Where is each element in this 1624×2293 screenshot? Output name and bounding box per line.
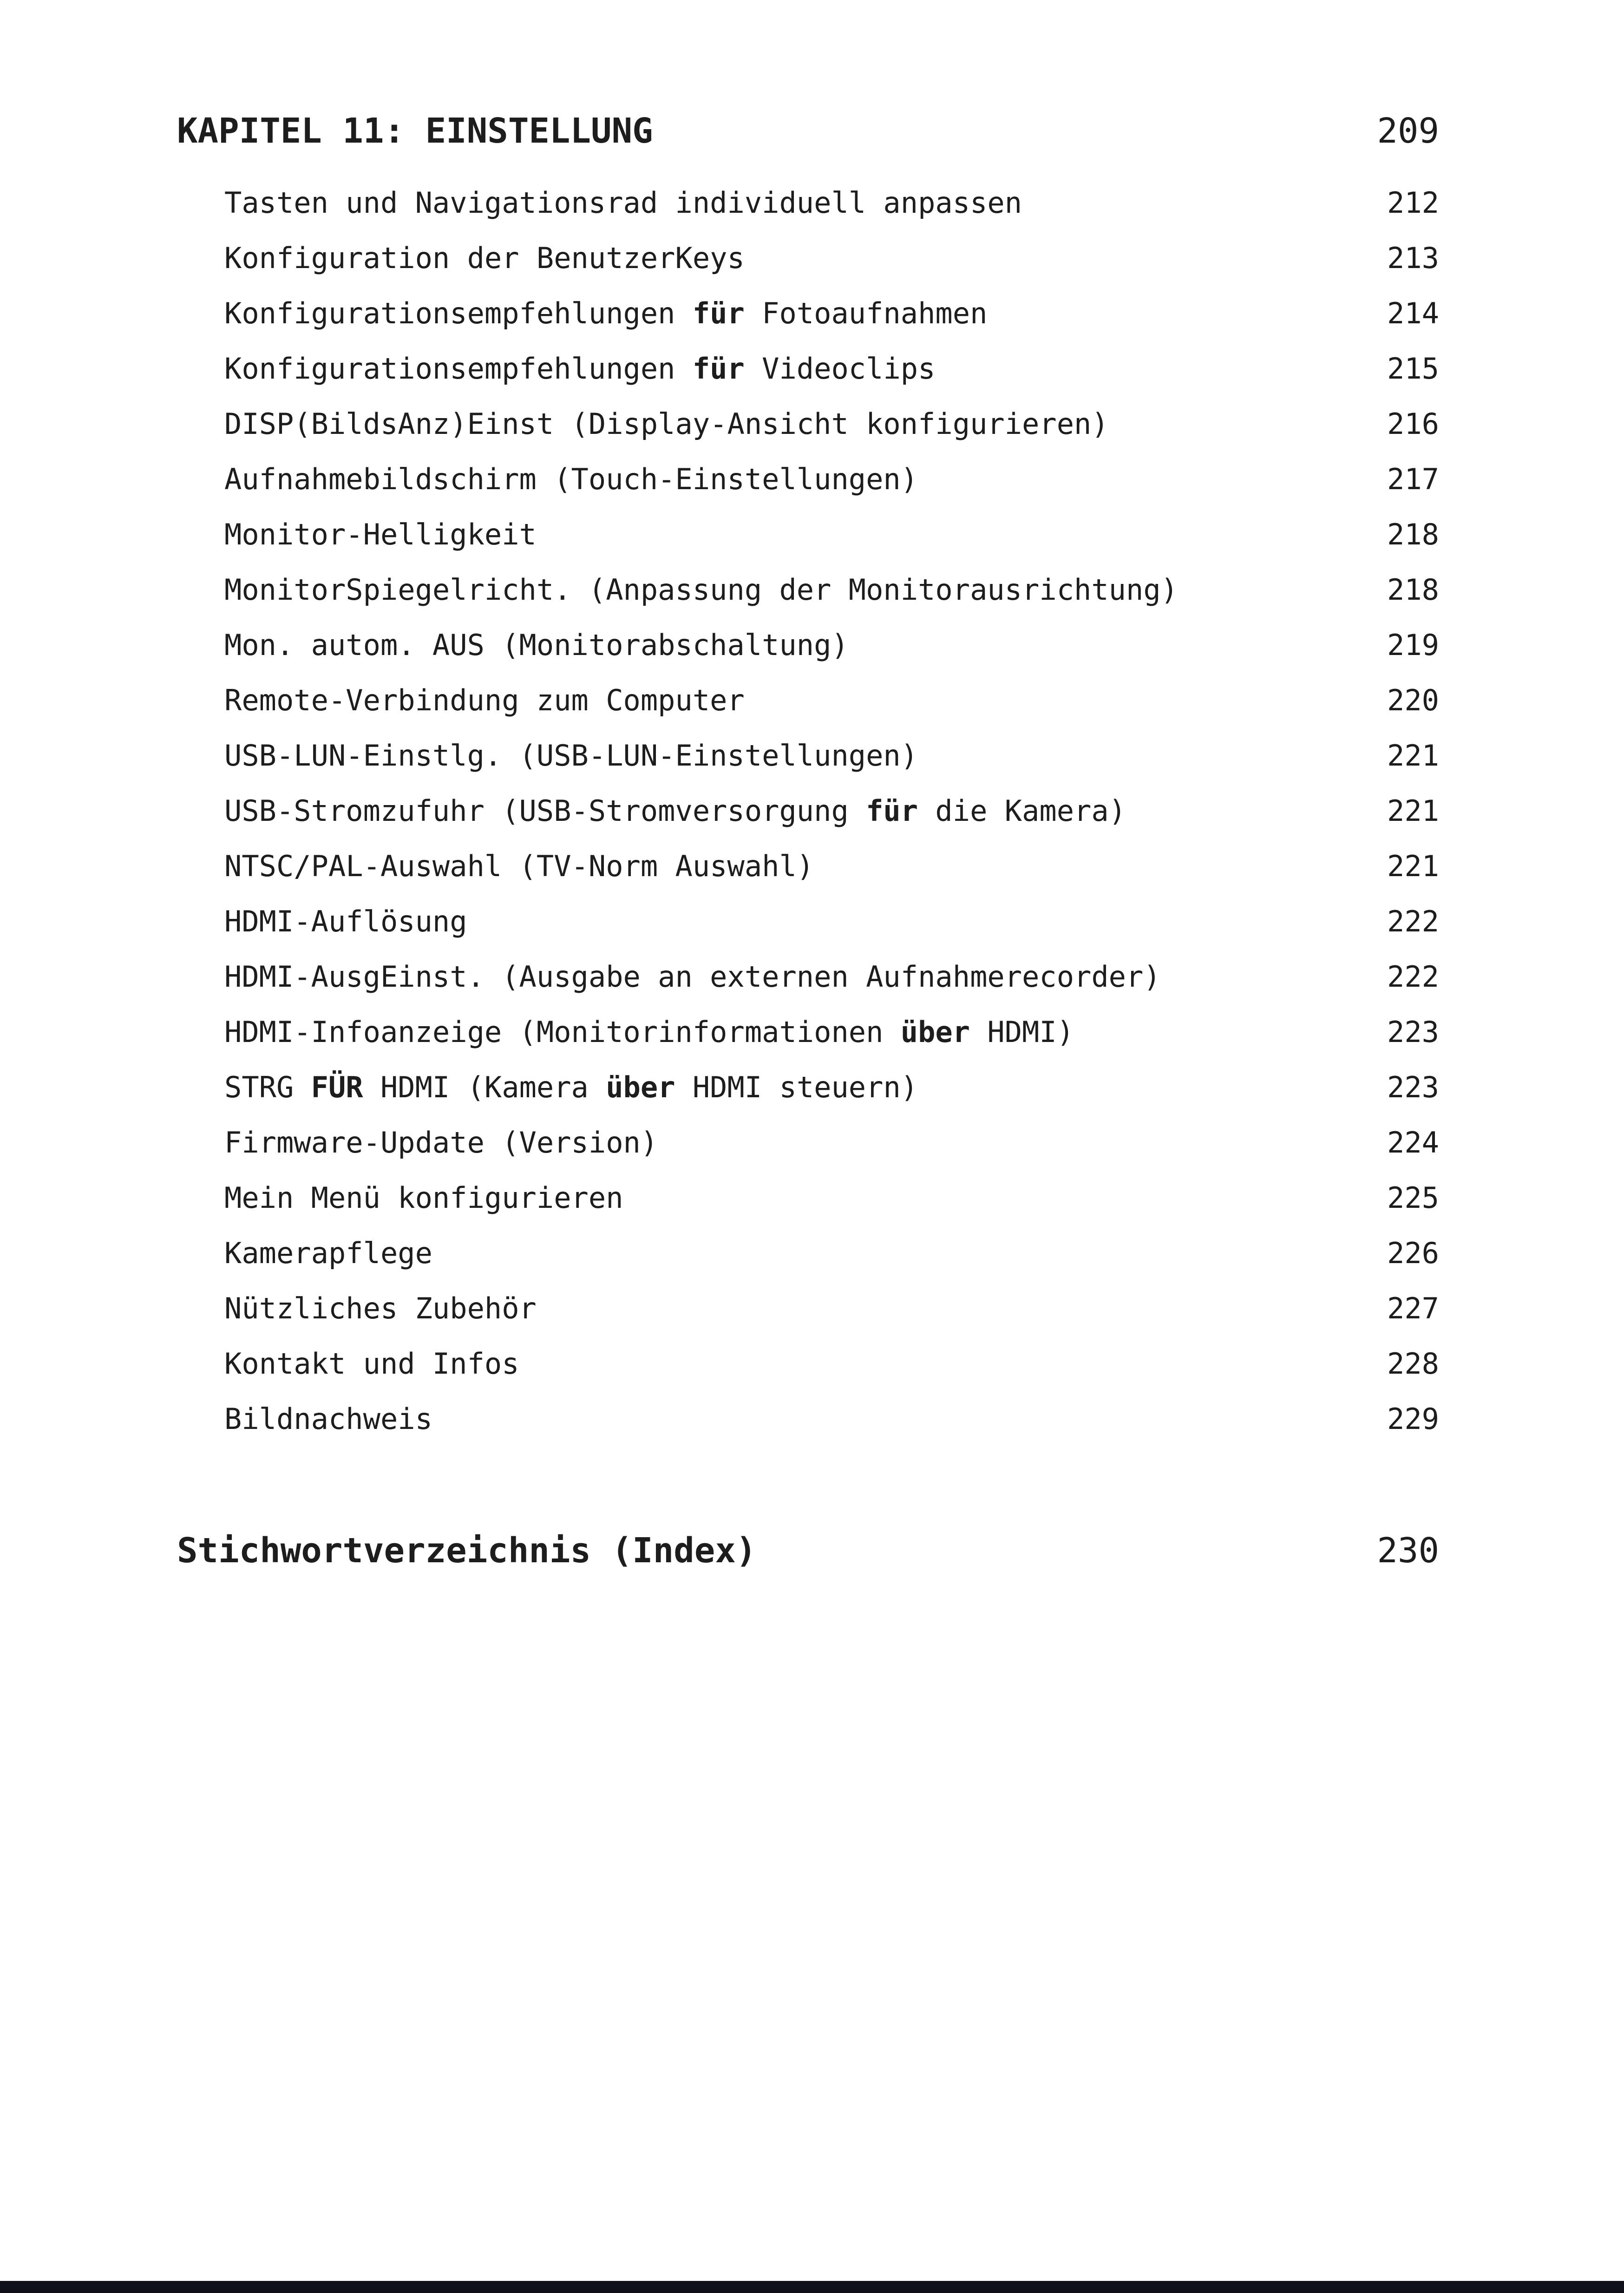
toc-entry [224,286,1439,341]
toc-entry-title: HDMI-Infoanzeige (Monitorinformationen über HDMI) [224,1015,1074,1049]
toc-entry-title: Monitor-Helligkeit [224,517,537,551]
toc-entry [224,673,1439,728]
toc-entry-title: HDMI-Auflösung [224,904,467,938]
bottom-window-edge-bar [0,2281,1624,2293]
toc-entry-title: NTSC/PAL-Auswahl (TV-Norm Auswahl) [224,849,814,883]
toc-entry [224,230,1439,286]
toc-entry-title: Konfiguration der BenutzerKeys [224,241,745,275]
toc-entry-title: USB-LUN-Einstlg. (USB-LUN-Einstellungen) [224,738,918,773]
toc-entry [224,1004,1439,1060]
toc-entry-title: USB-Stromzufuhr (USB-Stromversorgung für die Kamera) [224,793,1126,828]
chapter-heading: KAPITEL 11: EINSTELLUNG [177,111,653,151]
toc-entry [224,894,1439,949]
toc-entry-title: Bildnachweis [224,1402,432,1436]
toc-content [177,111,1439,1572]
toc-entry [224,1170,1439,1225]
toc-entry [224,1281,1439,1336]
toc-entry-page: 216 [1387,406,1439,441]
toc-entry [224,783,1439,839]
toc-entry-page: 215 [1387,351,1439,386]
toc-entry [224,396,1439,452]
toc-entry-page: 221 [1387,738,1439,773]
toc-entry-page: 219 [1387,628,1439,662]
toc-entry [224,452,1439,507]
toc-entry-page: 212 [1387,185,1439,220]
toc-entry-page: 223 [1387,1070,1439,1104]
toc-entry-title: Mon. autom. AUS (Monitorabschaltung) [224,628,849,662]
toc-entry-page: 227 [1387,1291,1439,1325]
toc-entry-page: 214 [1387,296,1439,330]
toc-entry-page: 222 [1387,904,1439,938]
toc-entry [224,1115,1439,1170]
toc-entry-title: Kontakt und Infos [224,1346,519,1381]
toc-entry-title: MonitorSpiegelricht. (Anpassung der Monitorausrichtung) [224,572,1178,607]
chapter-page-number: 209 [1377,111,1439,151]
toc-list [224,175,1439,1447]
toc-entry-title: Nützliches Zubehör [224,1291,537,1325]
toc-entry-page: 223 [1387,1015,1439,1049]
toc-entry-page: 225 [1387,1180,1439,1215]
toc-entry-title: Aufnahmebildschirm (Touch-Einstellungen) [224,462,918,496]
toc-entry-page: 228 [1387,1346,1439,1381]
toc-entry [224,1060,1439,1115]
toc-entry-page: 218 [1387,572,1439,607]
toc-entry-title: Mein Menü konfigurieren [224,1180,623,1215]
toc-entry [224,728,1439,783]
toc-entry [224,1391,1439,1447]
toc-entry [224,617,1439,673]
toc-entry-title: Konfigurationsempfehlungen für Videoclips [224,351,936,386]
index-row [177,1530,1439,1572]
toc-entry [224,341,1439,396]
toc-entry-title: Firmware-Update (Version) [224,1125,658,1160]
toc-entry-title: Kamerapflege [224,1236,432,1270]
toc-entry-page: 222 [1387,959,1439,994]
toc-entry-page: 217 [1387,462,1439,496]
toc-entry-title: Konfigurationsempfehlungen für Fotoaufnahmen [224,296,988,330]
toc-entry-title: Remote-Verbindung zum Computer [224,683,745,717]
toc-entry-page: 221 [1387,849,1439,883]
toc-entry-page: 213 [1387,241,1439,275]
toc-entry [224,507,1439,562]
toc-entry [224,1336,1439,1391]
index-heading: Stichwortverzeichnis (Index) [177,1530,757,1571]
toc-entry [224,562,1439,617]
toc-entry-title: STRG FÜR HDMI (Kamera über HDMI steuern) [224,1070,918,1104]
toc-entry-title: HDMI-AusgEinst. (Ausgabe an externen Aufnahmerecorder) [224,959,1161,994]
toc-entry-title: Tasten und Navigationsrad individuell anpassen [224,185,1022,220]
toc-entry [224,1225,1439,1281]
toc-entry [224,949,1439,1004]
index-page-number: 230 [1377,1530,1439,1571]
chapter-heading-row [177,111,1439,152]
toc-entry-page: 218 [1387,517,1439,551]
toc-entry-page: 224 [1387,1125,1439,1160]
toc-entry-page: 226 [1387,1236,1439,1270]
toc-entry-title: DISP(BildsAnz)Einst (Display-Ansicht konfigurieren) [224,406,1109,441]
toc-entry [224,175,1439,230]
toc-entry-page: 220 [1387,683,1439,717]
toc-entry [224,839,1439,894]
toc-entry-page: 229 [1387,1402,1439,1436]
toc-entry-page: 221 [1387,793,1439,828]
